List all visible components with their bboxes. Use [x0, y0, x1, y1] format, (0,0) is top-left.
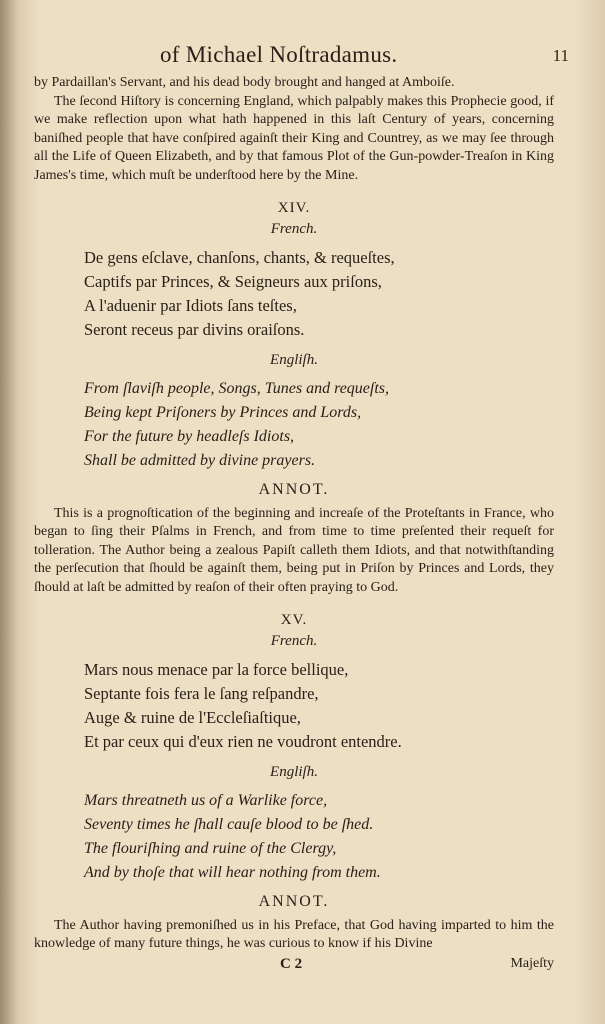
page-body: [34, 74, 554, 974]
french-line: Captifs par Princes, & Seigneurs aux priſons,: [84, 271, 382, 291]
english-line: Mars threatneth us of a Warlike force,: [84, 791, 328, 809]
french-line: Et par ceux qui d'eux rien ne voudront entendre.: [84, 731, 402, 751]
french-line: Mars nous menace par la force bellique,: [84, 659, 349, 679]
french-line: Seront receus par divins oraiſons.: [84, 319, 305, 339]
quatrain-xiv: [34, 200, 554, 598]
quatrain-number: XIV.: [277, 199, 311, 216]
signature-mark: C 2: [280, 955, 303, 972]
quatrain-number: XV.: [280, 611, 308, 628]
annot-heading: ANNOT.: [258, 480, 330, 498]
english-line: For the future by headleſs Idiots,: [84, 427, 295, 445]
page-header: [0, 42, 605, 72]
english-label: Engliſh.: [270, 351, 318, 368]
intro-paragraph-1: by Pardaillan's Servant, and his dead body brought and hanged at Amboiſe.: [34, 75, 455, 90]
english-label: Engliſh.: [270, 763, 318, 780]
annot-heading: ANNOT.: [258, 892, 330, 910]
page-footer: [34, 956, 554, 974]
french-label: French.: [270, 632, 318, 649]
annot-paragraph: The Author having premoniſhed us in his Preface, that God having imparted to him the knowledge of many future things, he was curious to know if his Divine: [34, 917, 554, 952]
english-line: Being kept Priſoners by Princes and Lords,: [84, 403, 362, 421]
french-line: De gens eſclave, chanſons, chants, & requeſtes,: [84, 247, 395, 267]
english-line: Shall be admitted by divine prayers.: [84, 451, 316, 469]
french-line: Septante fois fera le ſang reſpandre,: [84, 683, 319, 703]
page-gutter-shadow: [0, 0, 18, 1024]
french-line: A l'aduenir par Idiots ſans teſtes,: [84, 295, 297, 315]
english-line: The flouriſhing and ruine of the Clergy,: [84, 839, 337, 857]
intro-paragraph-2: The ſecond Hiſtory is concerning England, which palpably makes this Prophecie good, if we make reflection upon what hath happened in this laſt Century of years, concerning baniſhed people that have conſpired againſt their King and Countrey, as we may ſee through all the Life of Queen Elizabeth, and by that famous Plot of the Gun-powder-Treaſon in King James's time, which muſt be underſtood here by the Mine.: [34, 93, 554, 183]
page-number: 11: [552, 46, 569, 65]
english-line: And by thoſe that will hear nothing from them.: [84, 863, 381, 881]
french-line: Auge & ruine de l'Eccleſiaſtique,: [84, 707, 301, 727]
english-line: Seventy times he ſhall cauſe blood to be ſhed.: [84, 815, 374, 833]
catchword: Majeſty: [510, 955, 554, 971]
running-head: of Michael Noſtradamus.: [160, 42, 398, 67]
annot-paragraph: This is a prognoſtication of the beginning and increaſe of the Proteſtants in France, who began to ſing their Pſalms in French, and from time to time preſented their requeſt for tolleration. The Author being a zealous Papiſt calleth them Idiots, and that notwithſtanding the perſecution that ſhould be againſt them, being put in Priſon by Princes and Lords, they ſhould at laſt be admitted by reaſon of their often praying to God.: [34, 505, 554, 595]
french-label: French.: [270, 220, 318, 237]
english-line: From ſlaviſh people, Songs, Tunes and requeſts,: [84, 379, 390, 397]
quatrain-xv: [34, 612, 554, 954]
